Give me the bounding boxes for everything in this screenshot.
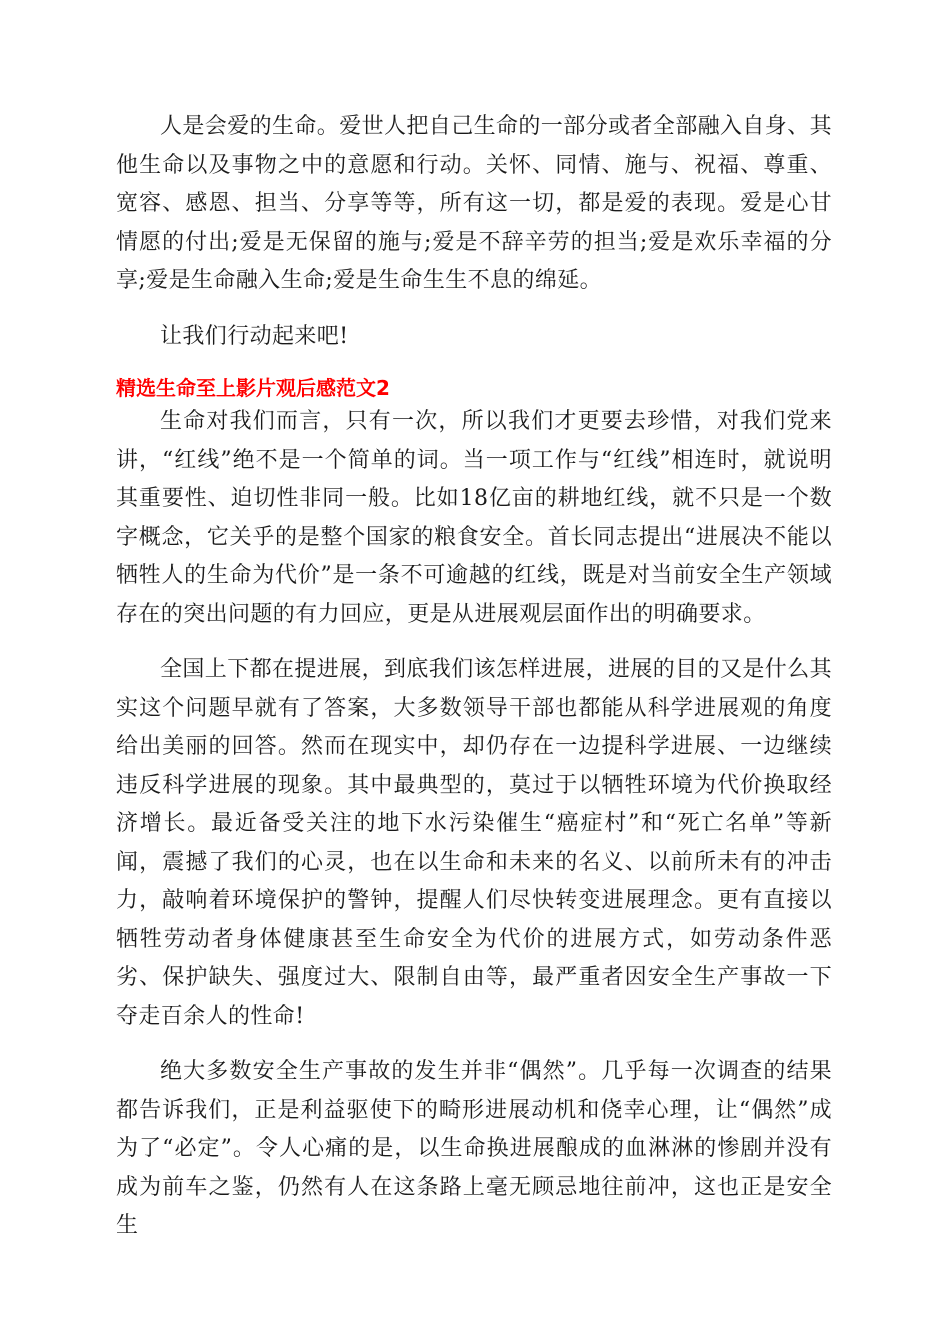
paragraph-gap: [116, 356, 832, 373]
paragraph-gap: [116, 634, 832, 651]
paragraph-development: 全国上下都在提进展，到底我们该怎样进展，进展的目的又是什么其实这个问题早就有了答案，大多数领导干部也都能从科学进展观的角度给出美丽的回答。然而在现实中，却仍存在一边提科学进展、一边继续违反科学进展的现象。其中最典型的，莫过于以牺牲环境为代价换取经济增长。最近备受关注的地下水污染催生“癌症村”和“死亡名单”等新闻，震撼了我们的心灵，也在以生命和未来的名义、以前所未有的冲击力，敲响着环境保护的警钟，提醒人们尽快转变进展理念。更有直接以牺牲劳动者身体健康甚至生命安全为代价的进展方式，如劳动条件恶劣、保护缺失、强度过大、限制自由等，最严重者因安全生产事故一下夺走百余人的性命!: [116, 657, 833, 1029]
paragraph-love: 人是会爱的生命。爱世人把自己生命的一部分或者全部融入自身、其他生命以及事物之中的意愿和行动。关怀、同情、施与、祝福、尊重、宽容、感恩、担当、分享等等，所有这一切，都是爱的表现。爱是心甘情愿的付出;爱是无保留的施与;爱是不辞辛劳的担当;爱是欢乐幸福的分享;爱是生命融入生命;爱是生命生生不息的绵延。: [116, 114, 833, 293]
paragraph-red-line: 生命对我们而言，只有一次，所以我们才更要去珍惜，对我们党来讲，“红线”绝不是一个简单的词。当一项工作与“红线”相连时，就说明其重要性、迫切性非同一般。比如18亿亩的耕地红线，就不只是一个数字概念，它关乎的是整个国家的粮食安全。首长同志提出“进展决不能以牺牲人的生命为代价”是一条不可逾越的红线，既是对当前安全生产领域存在的突出问题的有力回应，更是从进展观层面作出的明确要求。: [116, 409, 832, 627]
paragraph-call-to-action: 让我们行动起来吧!: [160, 323, 349, 349]
paragraph-gap: [116, 1036, 832, 1053]
section-heading: 精选生命至上影片观后感范文2: [116, 376, 390, 400]
paragraph-accidents: 绝大多数安全生产事故的发生并非“偶然”。几乎每一次调查的结果都告诉我们，正是利益驱使下的畸形进展动机和侥幸心理，让“偶然”成为了“必定”。令人心痛的是，以生命换进展酿成的血淋淋的惨剧并没有成为前车之鉴，仍然有人在这条路上毫无顾忌地往前冲，这也正是安全生: [116, 1059, 832, 1238]
paragraph-gap: [116, 301, 832, 318]
document-page: [116, 108, 832, 1246]
